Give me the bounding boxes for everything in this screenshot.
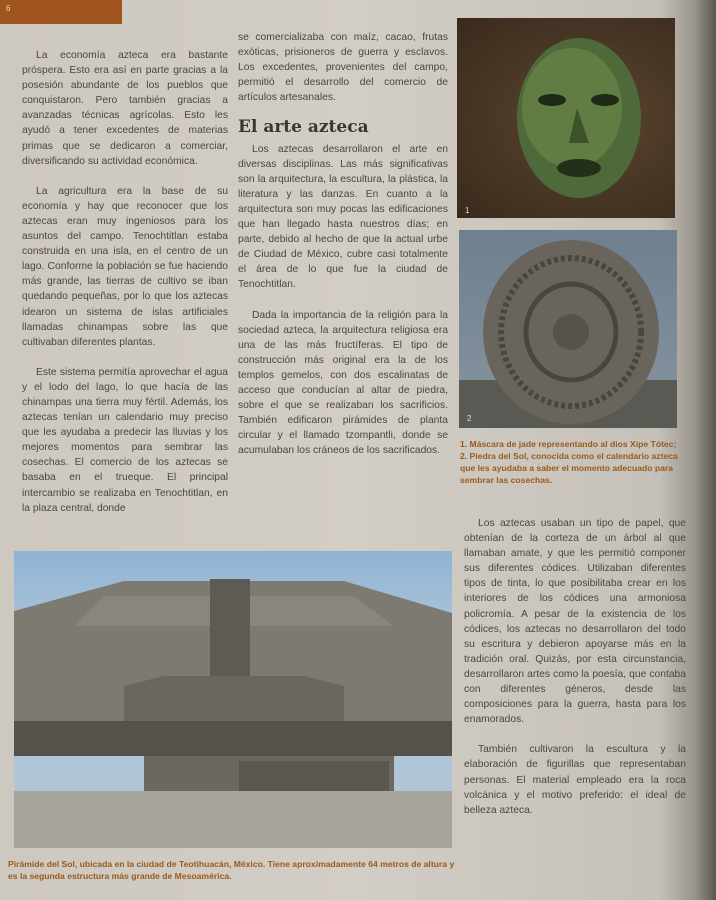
paragraph: Este sistema permitía aprovechar el agua y el lodo del lago, lo que hacía de las chinampas una tierra muy fértil. Además, los aztecas tenían un calendario muy preciso que les ayudaba a predecir las lluvias y los mejores momentos para sembrar las cosechas. El comercio de los aztecas se basaba en el trueque. El principal intercambio se realizaba en Tenochtitlan, en la plaza central, donde	[22, 366, 228, 514]
figure-number: 2	[467, 414, 472, 423]
figure-caption-right: 1. Máscara de jade representando al dios Xipe Tótec; 2. Piedra del Sol, conocida como el calendario azteca que les ayudaba a saber el momento adecuado para sembrar las cosechas.	[460, 439, 678, 485]
paragraph: Dada la importancia de la religión para la sociedad azteca, la arquitectura religiosa era una de las más fructíferas. El tipo de construcción más original era la de los templos gemelos, con dos escalinatas de acceso que conducían al altar de piedra, sobre el que se realizaban los sacrificios. También edificaron pirámides de planta circular y el llamado tzompantli, donde se acumulaban los cráneos de los sacrificados.	[238, 309, 448, 457]
paragraph: Los aztecas usaban un tipo de papel, que obtenían de la corteza de un árbol al que llamaban amate, y que les permitió componer sus diferentes códices. Utilizaban diferentes tipos de tinta, lo que posibilitaba crear en los interiores de los códices una armoniosa policromía. A pesar de la existencia de los códices, los aztecas no desarrollaron del todo su escritura y debieron apoyarse más en la tradición oral. Quizás, por esta circunstancia, desarrollaron artes como la poesía, que contaba con diferentes géneros, desde las composiciones para la guerra, hasta para los enamorados.	[464, 518, 686, 726]
sun-stone-illustration	[459, 230, 677, 428]
right-column	[464, 516, 686, 833]
jade-mask-illustration	[457, 18, 675, 218]
pyramid-of-the-sun-photo	[14, 551, 452, 848]
middle-column	[238, 30, 448, 473]
sun-stone-photo	[459, 230, 677, 428]
paragraph: La agricultura era la base de su economía y hay que reconocer que los aztecas eran muy ingeniosos para los asuntos del campo. Tenochtitlan estaba construida en una isla, en el centro de un lago. Conforme la población se fue haciendo más grande, las tierras de cultivo se iban quedando pequeñas, por lo que los aztecas idearon un sistema de islas artificiales llamadas chinampas sobre las que cultivaban diferentes plantas.	[22, 185, 228, 348]
figure-number: 1	[465, 206, 470, 215]
pyramid-illustration	[14, 551, 452, 848]
page-number-tab	[0, 0, 122, 24]
section-heading: El arte azteca	[238, 117, 369, 138]
figure-caption-bottom: Pirámide del Sol, ubicada en la ciudad de Teotihuacán, México. Tiene aproximadamente 64 metros de altura y es la segunda estructura más grande de Mesoamérica.	[8, 859, 455, 881]
paragraph: La economía azteca era bastante próspera. Esto era así en parte gracias a la posesión abundante de los pueblos que conquistaron. Pero también gracias a avanzadas técnicas agrícolas. Esto les ayudó a tener excedentes de materias primas que se dedicaron a comerciar, diversificando su actividad económica.	[22, 50, 228, 167]
left-column	[22, 48, 228, 531]
page-number: 6	[6, 4, 11, 13]
paragraph: se comercializaba con maíz, cacao, frutas exóticas, prisioneros de guerra y esclavos. Los excedentes, provenientes del campo, permitió el desarrollo del comercio de artículos artesanales.	[238, 32, 448, 104]
paragraph: Los aztecas desarrollaron el arte en diversas disciplinas. Las más significativas son la arquitectura, la escultura, la plástica, la literatura y las danzas. En cuanto a la arquitectura son muy pocas las edificaciones que han llegado hasta nuestros días; en parte, debido al hecho de que la actual urbe de Ciudad de México, cubre casi totalmente el área de lo que fue la ciudad de Tenochtitlan.	[238, 143, 448, 291]
jade-mask-photo	[457, 18, 675, 218]
paragraph: También cultivaron la escultura y la elaboración de figurillas que representaban personas. El material empleado era la roca volcánica y el motivo preferido: el ideal de belleza azteca.	[464, 744, 686, 816]
